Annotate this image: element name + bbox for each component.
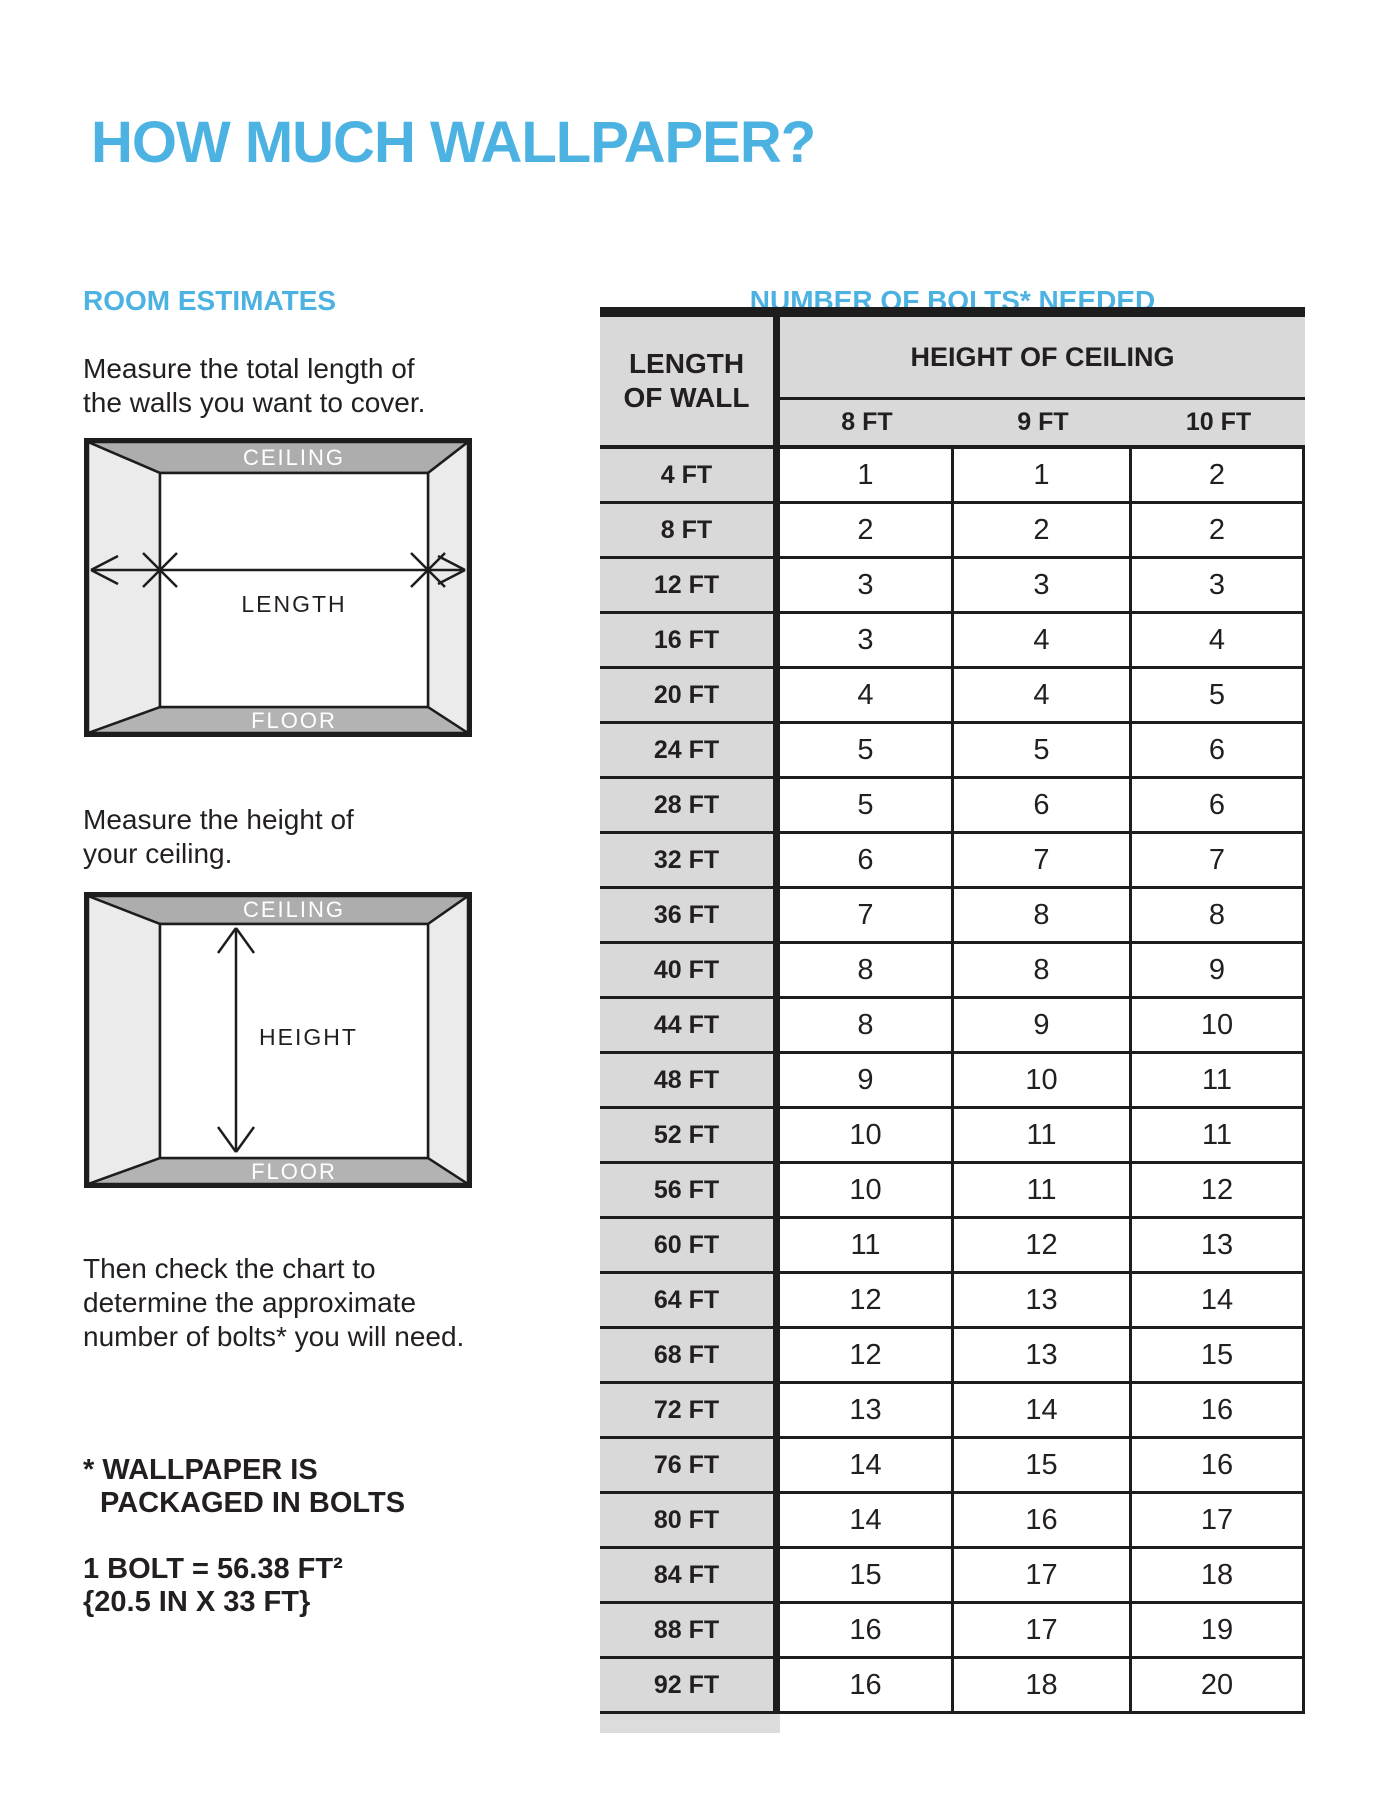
column-headers-row <box>780 400 1305 445</box>
row-label-cell: 72 FT <box>600 1384 780 1436</box>
bolt-count-cell: 10 <box>954 1054 1132 1106</box>
bolt-count-cell: 16 <box>780 1604 954 1656</box>
table-bottom-shadow <box>600 1714 780 1733</box>
bolt-count-cell: 11 <box>1132 1109 1305 1161</box>
bolt-count-cell: 15 <box>780 1549 954 1601</box>
table-body <box>600 449 1305 1714</box>
bolt-count-cell: 17 <box>1132 1494 1305 1546</box>
bolt-count-cell: 18 <box>954 1659 1132 1711</box>
bolt-spec <box>83 1553 343 1619</box>
room-estimates-heading: ROOM ESTIMATES <box>83 285 337 317</box>
row-label-cell: 20 FT <box>600 669 780 721</box>
bolt-count-cell: 12 <box>780 1274 954 1326</box>
row-label-cell: 80 FT <box>600 1494 780 1546</box>
bolt-count-cell: 2 <box>1132 449 1305 501</box>
bolt-count-cell: 16 <box>780 1659 954 1711</box>
bolt-count-cell: 3 <box>1132 559 1305 611</box>
height-of-ceiling-header: HEIGHT OF CEILING <box>780 317 1305 400</box>
bolt-count-cell: 10 <box>780 1109 954 1161</box>
bolt-count-cell: 1 <box>780 449 954 501</box>
row-label-cell: 36 FT <box>600 889 780 941</box>
bolt-count-cell: 16 <box>1132 1384 1305 1436</box>
instruction-check-chart <box>83 1252 464 1354</box>
right-wall-surface <box>428 896 468 1184</box>
instruction-measure-height <box>83 803 354 871</box>
bolt-count-cell: 13 <box>954 1329 1132 1381</box>
row-label-cell: 48 FT <box>600 1054 780 1106</box>
length-label: LENGTH <box>241 591 347 617</box>
bolt-count-cell: 16 <box>1132 1439 1305 1491</box>
bolt-count-cell: 10 <box>1132 999 1305 1051</box>
text-line: {20.5 IN X 33 FT} <box>83 1586 311 1618</box>
ceiling-header-group <box>780 317 1305 445</box>
bolt-count-cell: 15 <box>1132 1329 1305 1381</box>
bolt-count-cell: 20 <box>1132 1659 1305 1711</box>
bolt-count-cell: 2 <box>780 504 954 556</box>
table-row <box>600 1604 1305 1659</box>
text-line: Then check the chart to <box>83 1253 376 1284</box>
table-row <box>600 1659 1305 1714</box>
text-line: the walls you want to cover. <box>83 387 426 418</box>
bolt-count-cell: 6 <box>1132 779 1305 831</box>
bolt-count-cell: 4 <box>954 669 1132 721</box>
column-header-8ft: 8 FT <box>841 408 893 436</box>
floor-label: FLOOR <box>251 1159 337 1184</box>
bolt-count-cell: 5 <box>780 724 954 776</box>
bolt-count-cell: 7 <box>780 889 954 941</box>
bolt-count-cell: 16 <box>954 1494 1132 1546</box>
bolt-count-cell: 12 <box>1132 1164 1305 1216</box>
row-label-cell: 76 FT <box>600 1439 780 1491</box>
row-label-cell: 40 FT <box>600 944 780 996</box>
bolt-count-cell: 12 <box>954 1219 1132 1271</box>
header-line: LENGTH <box>628 348 745 379</box>
bolt-count-cell: 14 <box>780 1494 954 1546</box>
bolts-table <box>600 307 1305 1714</box>
bolt-count-cell: 4 <box>954 614 1132 666</box>
row-label-cell: 24 FT <box>600 724 780 776</box>
text-line: 1 BOLT = 56.38 FT² <box>83 1553 343 1585</box>
row-label-cell: 68 FT <box>600 1329 780 1381</box>
bolt-count-cell: 12 <box>780 1329 954 1381</box>
text-line: number of bolts* you will need. <box>83 1321 465 1352</box>
bolt-count-cell: 14 <box>1132 1274 1305 1326</box>
room-perspective-drawing <box>84 892 472 1188</box>
bolt-count-cell: 19 <box>1132 1604 1305 1656</box>
text-line: PACKAGED IN BOLTS <box>100 1487 406 1519</box>
bolt-count-cell: 11 <box>954 1109 1132 1161</box>
right-wall-surface <box>428 442 468 733</box>
row-label-cell: 32 FT <box>600 834 780 886</box>
row-label-cell: 12 FT <box>600 559 780 611</box>
bolt-count-cell: 8 <box>1132 889 1305 941</box>
bolt-count-cell: 14 <box>780 1439 954 1491</box>
room-perspective-drawing <box>84 438 472 737</box>
row-label-cell: 92 FT <box>600 1659 780 1711</box>
bolt-count-cell: 3 <box>954 559 1132 611</box>
table-row <box>600 1054 1305 1109</box>
bolt-count-cell: 17 <box>954 1549 1132 1601</box>
table-row <box>600 1439 1305 1494</box>
table-row <box>600 1549 1305 1604</box>
left-wall-surface <box>88 442 160 733</box>
row-label-cell: 64 FT <box>600 1274 780 1326</box>
table-row <box>600 889 1305 944</box>
bolt-count-cell: 2 <box>954 504 1132 556</box>
bolt-count-cell: 13 <box>780 1384 954 1436</box>
table-row <box>600 1384 1305 1439</box>
row-label-cell: 52 FT <box>600 1109 780 1161</box>
text-line: your ceiling. <box>83 838 233 869</box>
table-row <box>600 944 1305 999</box>
row-label-cell: 84 FT <box>600 1549 780 1601</box>
bolt-count-cell: 6 <box>1132 724 1305 776</box>
bolt-count-cell: 3 <box>780 559 954 611</box>
bolt-count-cell: 7 <box>954 834 1132 886</box>
bolt-count-cell: 5 <box>780 779 954 831</box>
table-row <box>600 724 1305 779</box>
table-row <box>600 669 1305 724</box>
bolt-count-cell: 8 <box>780 999 954 1051</box>
text-line: * WALLPAPER IS <box>83 1454 318 1486</box>
length-of-wall-header <box>600 317 780 445</box>
bolt-count-cell: 8 <box>780 944 954 996</box>
row-label-cell: 4 FT <box>600 449 780 501</box>
bolt-count-cell: 5 <box>954 724 1132 776</box>
table-row <box>600 449 1305 504</box>
bolt-count-cell: 3 <box>780 614 954 666</box>
bolt-count-cell: 4 <box>1132 614 1305 666</box>
row-label-cell: 44 FT <box>600 999 780 1051</box>
bolt-count-cell: 11 <box>1132 1054 1305 1106</box>
floor-label: FLOOR <box>251 708 337 733</box>
bolt-count-cell: 4 <box>780 669 954 721</box>
table-row <box>600 779 1305 834</box>
bolt-count-cell: 15 <box>954 1439 1132 1491</box>
bolt-count-cell: 5 <box>1132 669 1305 721</box>
table-header <box>600 317 1305 449</box>
table-row <box>600 614 1305 669</box>
header-line: OF WALL <box>623 382 750 413</box>
table-row <box>600 1219 1305 1274</box>
bolt-count-cell: 1 <box>954 449 1132 501</box>
bolt-count-cell: 2 <box>1132 504 1305 556</box>
row-label-cell: 28 FT <box>600 779 780 831</box>
left-wall-surface <box>88 896 160 1184</box>
text-line: Measure the total length of <box>83 353 415 384</box>
text-line: determine the approximate <box>83 1287 417 1318</box>
bolt-count-cell: 8 <box>954 944 1132 996</box>
table-row <box>600 834 1305 889</box>
row-label-cell: 88 FT <box>600 1604 780 1656</box>
bolt-count-cell: 6 <box>954 779 1132 831</box>
column-header-10ft: 10 FT <box>1185 408 1252 436</box>
bolt-count-cell: 11 <box>954 1164 1132 1216</box>
bolt-count-cell: 9 <box>780 1054 954 1106</box>
bolt-count-cell: 9 <box>954 999 1132 1051</box>
room-length-diagram <box>84 438 472 742</box>
column-header-9ft: 9 FT <box>1017 408 1069 436</box>
row-label-cell: 8 FT <box>600 504 780 556</box>
table-row <box>600 504 1305 559</box>
bolt-count-cell: 13 <box>1132 1219 1305 1271</box>
bolt-count-cell: 6 <box>780 834 954 886</box>
bolt-count-cell: 8 <box>954 889 1132 941</box>
table-row <box>600 1329 1305 1384</box>
table-row <box>600 559 1305 614</box>
table-row <box>600 1274 1305 1329</box>
text-line: Measure the height of <box>83 804 354 835</box>
bolt-count-cell: 13 <box>954 1274 1132 1326</box>
bolt-count-cell: 14 <box>954 1384 1132 1436</box>
table-row <box>600 1109 1305 1164</box>
bolt-count-cell: 9 <box>1132 944 1305 996</box>
table-row <box>600 999 1305 1054</box>
row-label-cell: 56 FT <box>600 1164 780 1216</box>
room-height-diagram <box>84 892 472 1193</box>
row-label-cell: 16 FT <box>600 614 780 666</box>
bolt-count-cell: 17 <box>954 1604 1132 1656</box>
bolts-needed-heading: NUMBER OF BOLTS* NEEDED <box>749 285 1156 317</box>
ceiling-label: CEILING <box>242 445 346 470</box>
bolt-footnote <box>83 1454 405 1520</box>
page-title: HOW MUCH WALLPAPER? <box>91 109 816 175</box>
table-row <box>600 1164 1305 1219</box>
table-row <box>600 1494 1305 1549</box>
bolt-count-cell: 7 <box>1132 834 1305 886</box>
bolt-count-cell: 18 <box>1132 1549 1305 1601</box>
bolt-count-cell: 10 <box>780 1164 954 1216</box>
row-label-cell: 60 FT <box>600 1219 780 1271</box>
height-label: HEIGHT <box>259 1024 358 1050</box>
ceiling-label: CEILING <box>242 897 346 922</box>
bolt-count-cell: 11 <box>780 1219 954 1271</box>
instruction-measure-length <box>83 352 425 420</box>
back-wall-surface <box>160 473 428 707</box>
